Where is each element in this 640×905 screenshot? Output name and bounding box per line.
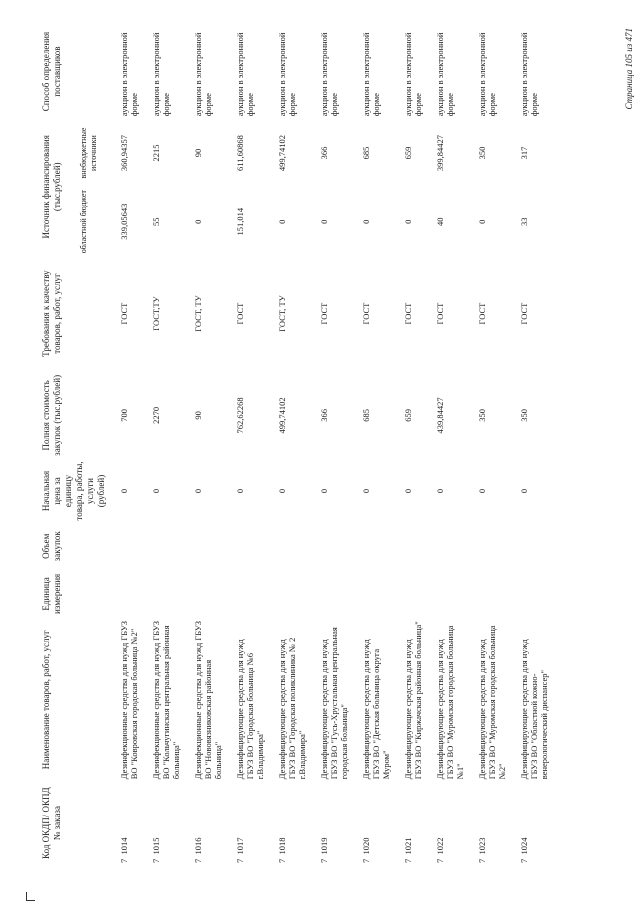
row-code-prefix: 7 — [277, 858, 287, 863]
row-regional: 33 — [519, 217, 529, 226]
row-requirements: ГОСТ — [435, 302, 445, 325]
row-extra: 366 — [319, 146, 329, 160]
row-code-prefix: 7 — [235, 858, 245, 863]
row-extra: 2215 — [151, 144, 161, 162]
row-price: 0 — [403, 488, 413, 494]
row-requirements: ГОСТ — [119, 302, 129, 325]
row-requirements: ГОСТ, ТУ — [193, 295, 203, 332]
table-row — [355, 25, 397, 865]
row-order-number: 1024 — [519, 837, 529, 855]
row-volume — [113, 523, 145, 570]
row-extra: 611,60868 — [235, 135, 245, 171]
table-row — [429, 25, 471, 865]
row-code — [113, 781, 145, 865]
row-volume — [145, 523, 187, 570]
header-source: Источник финансирования (тыс.рублей) — [41, 135, 62, 239]
row-full-cost: 439,84427 — [435, 397, 445, 434]
row-unit — [513, 570, 555, 619]
row-volume — [397, 523, 429, 570]
row-method: аукцион в электронной форме — [403, 32, 423, 117]
row-extra: 350 — [477, 146, 487, 160]
header-method: Способ определения поставщиков — [41, 31, 62, 112]
row-code-prefix: 7 — [319, 858, 329, 863]
row-code-prefix: 7 — [477, 858, 487, 863]
row-code — [271, 781, 313, 865]
row-name: Дезинфицирующие средства для нужд ГБУЗ ВО "Муромская городская больница №1" — [435, 625, 465, 780]
row-full-cost: 499,74102 — [277, 397, 287, 434]
row-full-cost: 700 — [119, 409, 129, 422]
row-method: аукцион в электронной форме — [277, 32, 297, 117]
row-unit — [471, 570, 513, 619]
header-source-regional: областной бюджет — [78, 190, 88, 254]
row-extra: 685 — [361, 146, 371, 160]
row-extra: 399,84427 — [435, 134, 445, 172]
row-requirements: ГОСТ — [235, 302, 245, 325]
row-full-cost: 2270 — [151, 406, 161, 424]
table-row — [513, 25, 555, 865]
row-order-number: 1018 — [277, 837, 287, 855]
row-requirements: ГОСТ — [319, 302, 329, 325]
row-price: 0 — [319, 488, 329, 494]
row-method: аукцион в электронной форме — [319, 32, 339, 117]
row-volume — [313, 523, 355, 570]
table-body — [113, 25, 555, 865]
header-requirements: Требования к качеству товаров, работ, услуг — [41, 270, 62, 357]
row-full-cost: 350 — [519, 409, 529, 422]
row-order-number: 1020 — [361, 837, 371, 855]
row-unit — [397, 570, 429, 619]
header-source-extra: внебюджетные источники — [78, 127, 98, 179]
row-regional: 0 — [477, 219, 487, 224]
table-row — [271, 25, 313, 865]
row-requirements: ГОСТ — [361, 302, 371, 325]
table-row — [145, 25, 187, 865]
header-volume: Объем закупок — [41, 531, 62, 562]
row-code — [471, 781, 513, 865]
header-full-cost: Полная стоимость закупок (тыс.рублей) — [41, 374, 62, 456]
row-requirements: ГОСТ,ТУ — [151, 296, 161, 331]
table-row — [187, 25, 229, 865]
row-regional: 0 — [361, 219, 371, 224]
row-volume — [429, 523, 471, 570]
row-method: аукцион в электронной форме — [361, 32, 381, 117]
row-volume — [187, 523, 229, 570]
row-name: Дезинфицирующие средства для нужд ГБУЗ ВО "Городская поликлиника № 2 г.Владимира" — [277, 637, 307, 780]
row-unit — [271, 570, 313, 619]
row-full-cost: 659 — [403, 409, 413, 422]
row-unit — [113, 570, 145, 619]
row-regional: 339,05643 — [119, 203, 129, 240]
row-extra: 360,94357 — [119, 134, 129, 172]
row-price: 0 — [119, 488, 129, 494]
row-volume — [513, 523, 555, 570]
row-name: Дезинфекционные средства для нужд ГБУЗ ВО "Кольчугинская центральная районная больница" — [151, 620, 181, 780]
row-order-number: 1019 — [319, 837, 329, 855]
row-name: Дезинфицирующие средства для нужд ГБУЗ ВО "Детская больница округа Муром" — [361, 639, 391, 780]
row-regional: 0 — [277, 219, 287, 224]
row-full-cost: 685 — [361, 409, 371, 422]
row-code — [145, 781, 187, 865]
row-order-number: 1015 — [151, 837, 161, 855]
row-regional: 55 — [151, 217, 161, 226]
table-row — [229, 25, 271, 865]
table-row — [113, 25, 145, 865]
page-corner-mark — [26, 892, 35, 901]
row-extra: 499,74102 — [277, 134, 287, 172]
row-code — [397, 781, 429, 865]
row-full-cost: 762,62268 — [235, 397, 245, 434]
row-code — [429, 781, 471, 865]
page-number: Страница 105 из 471 — [624, 28, 634, 110]
row-method: аукцион в электронной форме — [519, 32, 539, 117]
row-price: 0 — [151, 488, 161, 494]
table-row — [313, 25, 355, 865]
header-code: Код ОКДП/ ОКПД № заказа — [41, 787, 62, 859]
row-regional: 0 — [403, 219, 413, 224]
row-regional: 0 — [319, 219, 329, 224]
row-full-cost: 350 — [477, 409, 487, 422]
row-code-prefix: 7 — [519, 858, 529, 863]
row-code-prefix: 7 — [435, 858, 445, 863]
row-method: аукцион в электронной форме — [193, 32, 213, 117]
row-code-prefix: 7 — [193, 858, 203, 863]
row-method: аукцион в электронной форме — [435, 32, 455, 117]
row-extra: 90 — [193, 148, 203, 158]
row-method: аукцион в электронной форме — [235, 32, 255, 117]
row-requirements: ГОСТ, ТУ — [277, 295, 287, 332]
header-price: Начальная цена за единицу товара, работы, услуги (рублей) — [41, 461, 106, 521]
row-unit — [429, 570, 471, 619]
row-price: 0 — [519, 488, 529, 494]
row-unit — [313, 570, 355, 619]
row-name: Дезинфицирующие средства для нужд ГБУЗ ВО "Гусь-Хрустальная центральная городская больница" — [319, 627, 349, 780]
row-price: 0 — [235, 488, 245, 494]
row-code — [313, 781, 355, 865]
row-unit — [355, 570, 397, 619]
row-regional: 151,014 — [235, 207, 245, 236]
row-code-prefix: 7 — [151, 858, 161, 863]
table-row — [397, 25, 429, 865]
row-requirements: ГОСТ — [519, 302, 529, 325]
row-unit — [229, 570, 271, 619]
row-volume — [229, 523, 271, 570]
row-name: Дезинфицирующие средства для нужд ГБУЗ ВО "Муромская городская больница №2" — [477, 625, 507, 780]
row-price: 0 — [361, 488, 371, 494]
row-name: Дезинфекционные средства для нужд ГБУЗ ВО "Нововязниковская районная больница" — [193, 620, 223, 780]
row-name: Дезинфекционные средства для нужд ГБУЗ ВО "Ковровская городская больница №2" — [119, 620, 139, 780]
row-code — [229, 781, 271, 865]
row-method: аукцион в электронной форме — [477, 32, 497, 117]
table-row — [471, 25, 513, 865]
row-order-number: 1021 — [403, 837, 413, 855]
row-price: 0 — [477, 488, 487, 494]
row-method: аукцион в электронной форме — [151, 32, 171, 117]
row-code — [355, 781, 397, 865]
row-extra: 317 — [519, 146, 529, 160]
row-full-cost: 366 — [319, 409, 329, 422]
row-regional: 40 — [435, 217, 445, 226]
row-code-prefix: 7 — [119, 858, 129, 863]
table-header-row — [40, 25, 78, 865]
row-name: Дезинфицирующие средства для нужд ГБУЗ ВО "Киржачская районная больница" — [403, 621, 423, 780]
row-order-number: 1014 — [119, 837, 129, 855]
row-code-prefix: 7 — [361, 858, 371, 863]
row-volume — [271, 523, 313, 570]
row-volume — [355, 523, 397, 570]
row-order-number: 1017 — [235, 837, 245, 855]
row-method: аукцион в электронной форме — [119, 32, 139, 117]
procurement-table — [40, 25, 555, 865]
header-name: Наименование товаров, работ, услуг — [41, 630, 51, 770]
row-price: 0 — [193, 488, 203, 494]
row-code — [187, 781, 229, 865]
row-requirements: ГОСТ — [403, 302, 413, 325]
row-name: Дезинфицирующие средства для нужд ГБУЗ ВО "Городская больница №6 г.Владимира" — [235, 639, 265, 780]
row-order-number: 1023 — [477, 837, 487, 855]
row-unit — [145, 570, 187, 619]
row-requirements: ГОСТ — [477, 302, 487, 325]
row-price: 0 — [277, 488, 287, 494]
row-code-prefix: 7 — [403, 858, 413, 863]
row-order-number: 1016 — [193, 837, 203, 855]
row-regional: 0 — [193, 219, 203, 224]
row-unit — [187, 570, 229, 619]
row-volume — [471, 523, 513, 570]
row-price: 0 — [435, 488, 445, 494]
row-extra: 659 — [403, 146, 413, 160]
row-name: Дезинфицирующие средства для нужд ГБУЗ ВО "Областной кожно-венерологический диспансер" — [519, 639, 549, 780]
row-order-number: 1022 — [435, 837, 445, 855]
row-code — [513, 781, 555, 865]
row-full-cost: 90 — [193, 411, 203, 420]
header-unit: Единица измерения — [41, 573, 62, 615]
